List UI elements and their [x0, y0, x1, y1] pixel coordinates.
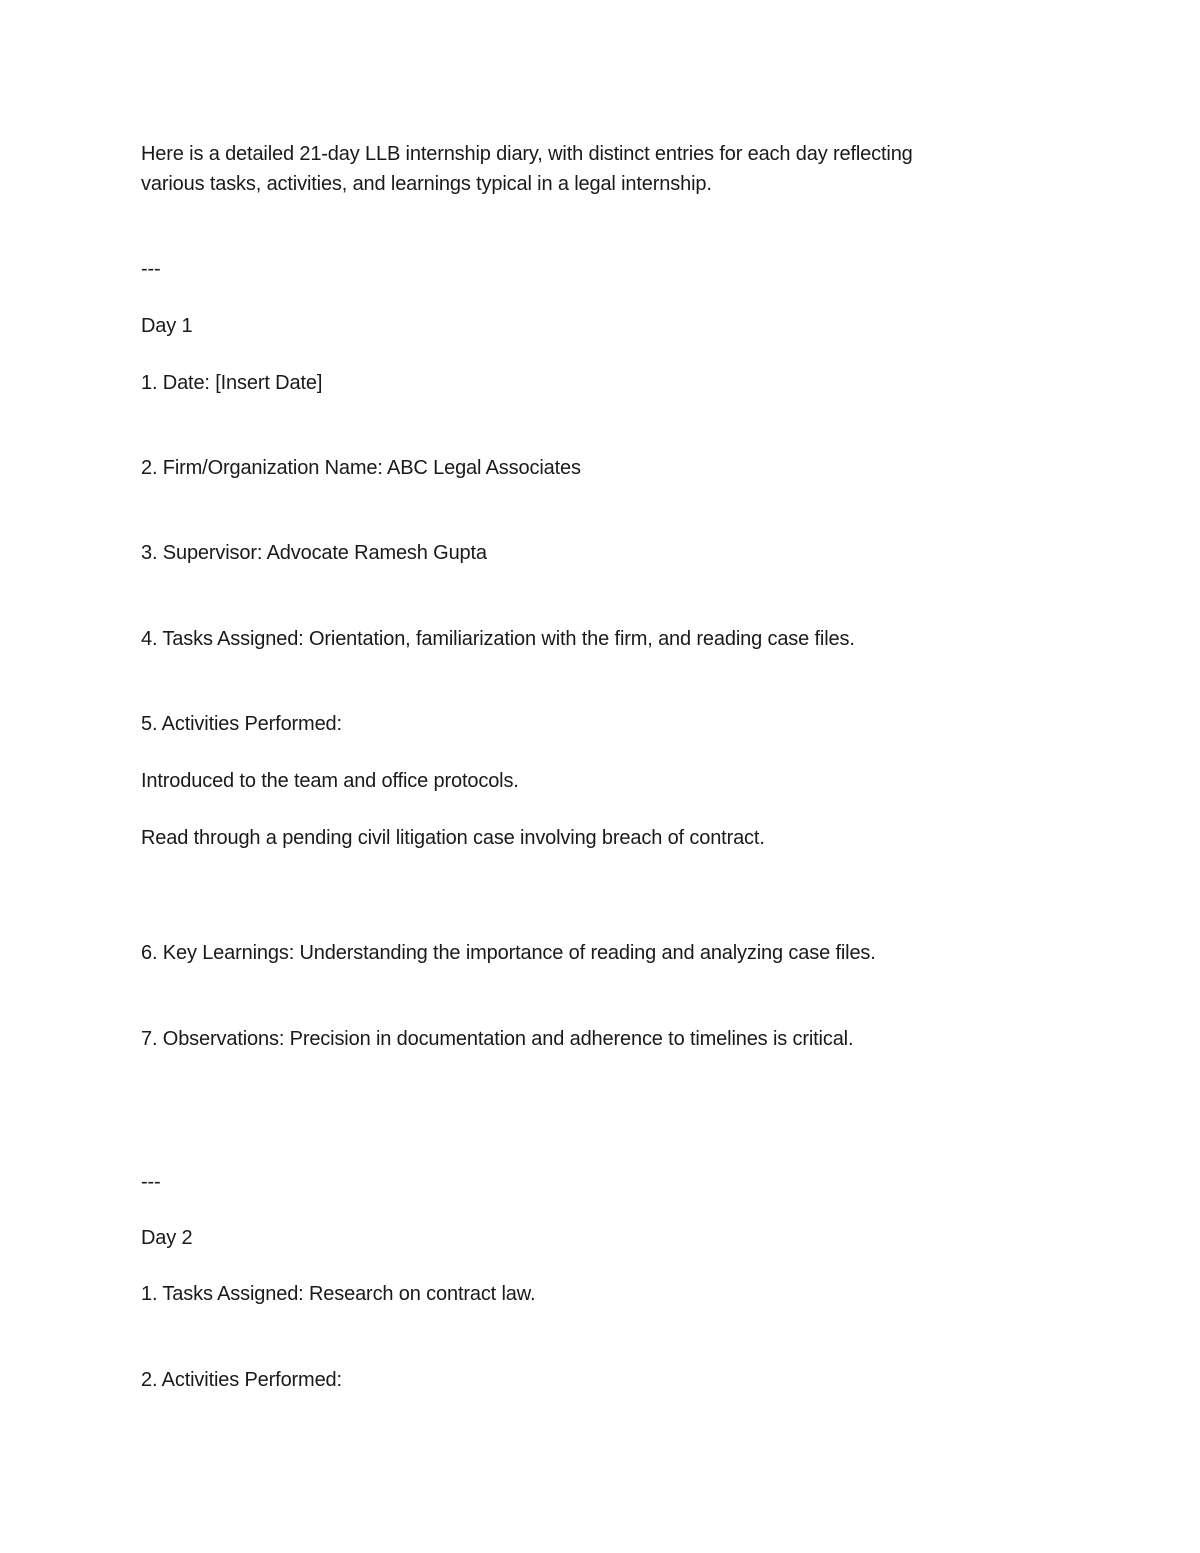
day2-heading: Day 2 [141, 1227, 193, 1249]
day2-tasks: 1. Tasks Assigned: Research on contract law. [141, 1283, 536, 1305]
day1-activity-1: Introduced to the team and office protocols. [141, 770, 519, 792]
day1-activity-2: Read through a pending civil litigation case involving breach of contract. [141, 827, 765, 849]
day1-heading: Day 1 [141, 315, 193, 337]
separator-1: --- [141, 258, 161, 280]
day1-tasks: 4. Tasks Assigned: Orientation, familiarization with the firm, and reading case files. [141, 628, 855, 650]
day1-supervisor: 3. Supervisor: Advocate Ramesh Gupta [141, 542, 487, 564]
day1-firm: 2. Firm/Organization Name: ABC Legal Associates [141, 457, 581, 479]
day1-activities-heading: 5. Activities Performed: [141, 713, 342, 735]
intro-line-1: Here is a detailed 21-day LLB internship diary, with distinct entries for each day reflecting [141, 143, 913, 165]
day2-activities-heading: 2. Activities Performed: [141, 1369, 342, 1391]
day1-date: 1. Date: [Insert Date] [141, 372, 323, 394]
day1-learnings: 6. Key Learnings: Understanding the importance of reading and analyzing case files. [141, 942, 876, 964]
day1-observations: 7. Observations: Precision in documentation and adherence to timelines is critical. [141, 1028, 854, 1050]
intro-line-2: various tasks, activities, and learnings typical in a legal internship. [141, 173, 712, 195]
separator-2: --- [141, 1171, 161, 1193]
